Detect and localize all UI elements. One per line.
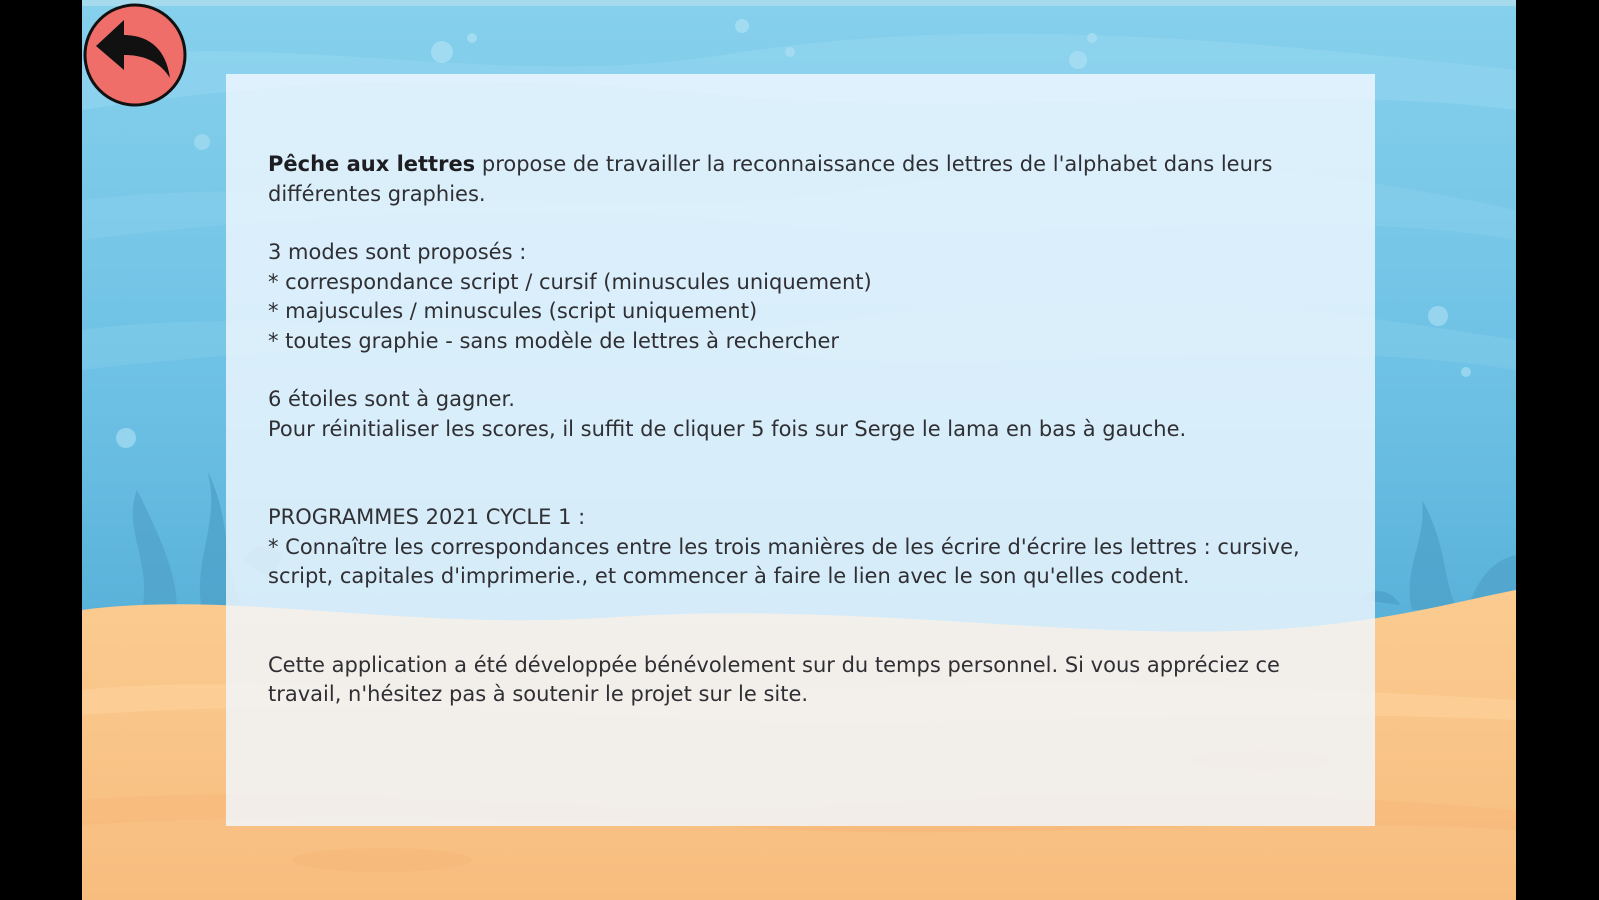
intro-paragraph [268, 150, 1345, 209]
reset-text: Pour réinitialiser les scores, il suffit de cliquer 5 fois sur Serge le lama en bas à gauche. [268, 416, 1187, 441]
mode-item: * correspondance script / cursif (minuscules uniquement) [268, 269, 872, 294]
spacer [268, 356, 1345, 385]
programmes-title: PROGRAMMES 2021 CYCLE 1 : [268, 505, 586, 529]
programmes-text: * Connaître les correspondances entre les trois manières de les écrire d'écrire les lettres : cursive, script, capitales d'imprimerie., et commencer à faire le lien avec le son qu'elles codent. [268, 534, 1300, 588]
spacer [268, 209, 1345, 238]
back-arrow-icon [82, 2, 188, 108]
support-text: Cette application a été développée bénévolement sur du temps personnel. Si vous appréciez ce travail, n'hésitez pas à soutenir le projet sur le site. [268, 652, 1280, 706]
spacer [268, 444, 1345, 503]
back-button[interactable] [82, 2, 188, 108]
stars-text: 6 étoiles sont à gagner. [268, 387, 515, 411]
spacer [268, 592, 1345, 651]
game-title: Pêche aux lettres [268, 152, 476, 176]
info-panel [226, 74, 1375, 826]
intro-text: propose de travailler la reconnaissance des lettres de l'alphabet dans leurs différentes graphies. [268, 152, 1273, 206]
modes-title: 3 modes sont proposés : [268, 240, 527, 264]
mode-item: * majuscules / minuscules (script uniquement) [268, 299, 758, 323]
mode-item: * toutes graphie - sans modèle de lettres à rechercher [268, 328, 840, 353]
